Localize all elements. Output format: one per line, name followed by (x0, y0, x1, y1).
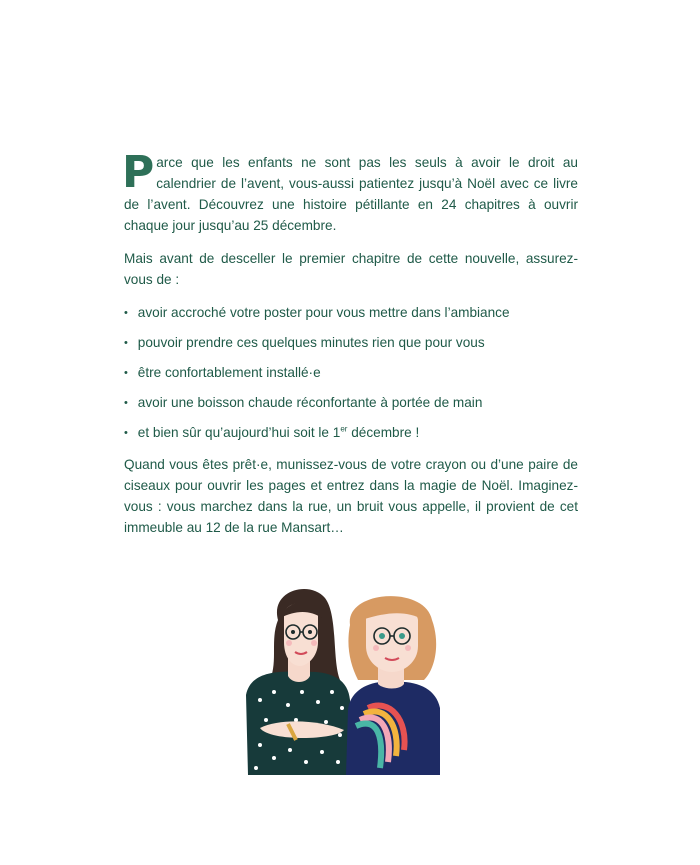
closing-paragraph: Quand vous êtes prêt·e, munissez-vous de votre crayon ou d’une paire de ciseaux pour ouvrir les pages et entrez dans la magie de Noël. Imaginez-vous : vous marchez dans la rue, un bruit vous appelle, il provient de cet immeuble au 12 de la rue Mansart… (124, 457, 578, 535)
intro-text: arce que les enfants ne sont pas les seuls à avoir le droit au calendrier de l’avent, vous-aussi patientez jusqu’à Noël avec ce livre de l’avent. Découvrez une histoire pétillante en 24 chapitres à ouvrir chaque jour jusqu’au 25 décembre. (124, 155, 578, 233)
bullet-icon: • (124, 367, 128, 379)
intro-paragraph (122, 147, 578, 236)
checklist (124, 302, 578, 444)
list-item: • avoir accroché votre poster pour vous mettre dans l’ambiance (124, 302, 578, 324)
bullet-icon: • (124, 307, 128, 319)
left-woman-figure (246, 589, 352, 775)
drop-cap: P (122, 147, 155, 198)
list-item: • pouvoir prendre ces quelques minutes rien que pour vous (124, 332, 578, 354)
bullet-icon: • (124, 397, 128, 409)
list-item: • avoir une boisson chaude réconfortante à portée de main (124, 392, 578, 414)
lead-paragraph: Mais avant de desceller le premier chapitre de cette nouvelle, assurez-vous de : (124, 251, 578, 287)
list-item: • et bien sûr qu’aujourd’hui soit le 1er décembre ! (124, 422, 578, 444)
text-block (122, 147, 578, 550)
bullet-icon: • (124, 427, 128, 439)
bullet-icon: • (124, 337, 128, 349)
two-women-illustration (240, 580, 455, 775)
list-item: • être confortablement installé·e (124, 362, 578, 384)
right-woman-figure (346, 596, 440, 775)
